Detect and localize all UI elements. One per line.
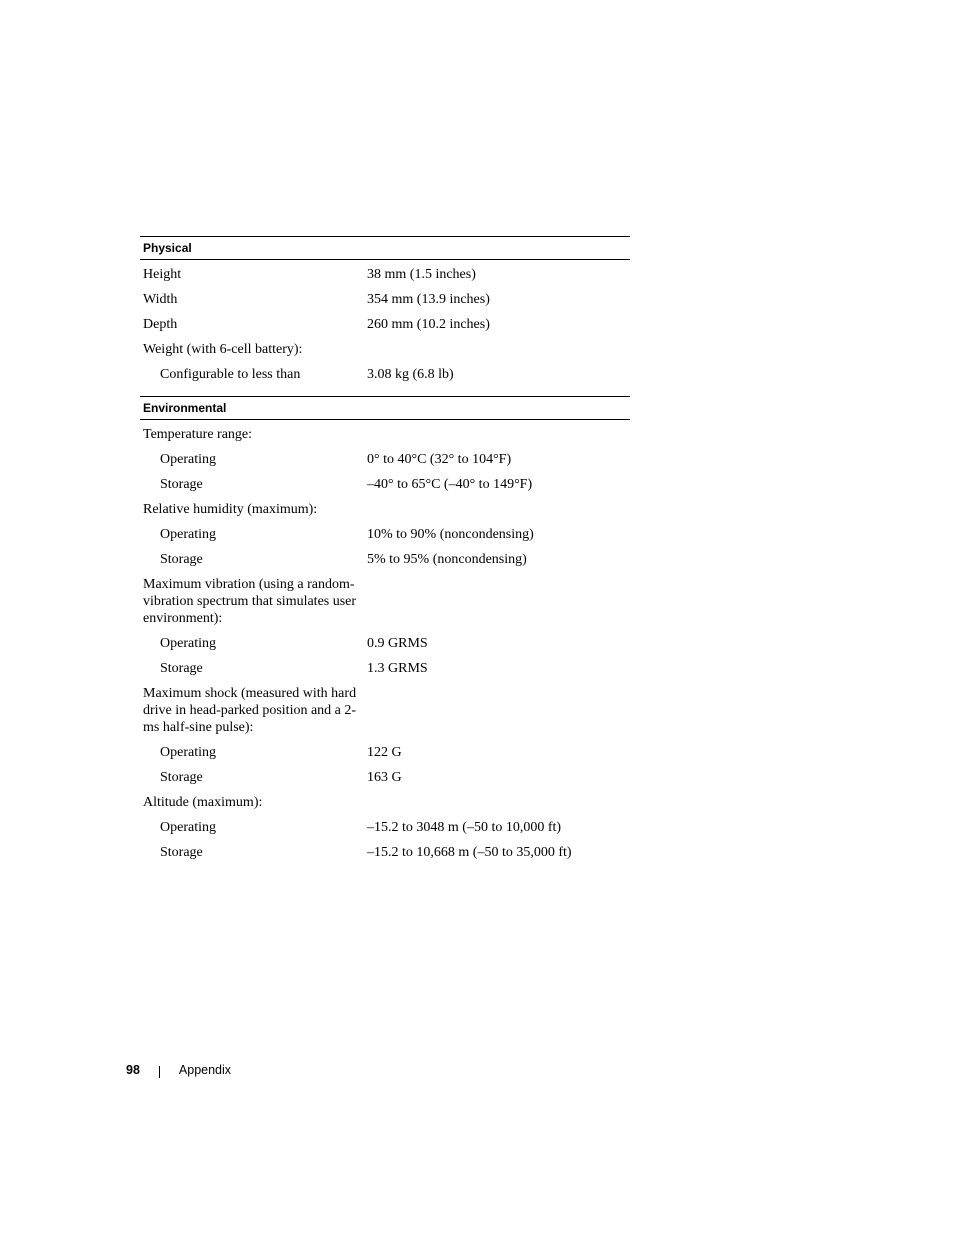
spec-row-altitude-operating <box>140 815 630 840</box>
spec-label: Operating <box>160 527 216 542</box>
spec-value <box>364 794 630 811</box>
spec-row-width <box>140 287 630 312</box>
spec-label: Configurable to less than <box>160 367 301 382</box>
page-number: 98 <box>126 1063 140 1077</box>
spec-value: –15.2 to 3048 m (–50 to 10,000 ft) <box>367 820 562 835</box>
spec-value: 260 mm (10.2 inches) <box>367 317 490 332</box>
spec-value <box>364 341 630 358</box>
spec-value <box>364 576 630 627</box>
spec-label: Maximum shock (measured with hard drive in head-parked position and a 2-ms half-sine pulse): <box>143 686 357 735</box>
spec-label: Width <box>143 292 178 307</box>
spec-row-depth <box>140 312 630 337</box>
spec-row-vibration-operating <box>140 631 630 656</box>
spec-label: Operating <box>160 636 216 651</box>
spec-value <box>364 685 630 736</box>
spec-row-temperature <box>140 422 630 447</box>
spec-label: Maximum vibration (using a random-vibration spectrum that simulates user environment): <box>143 577 357 626</box>
spec-row-temperature-operating <box>140 447 630 472</box>
spec-row-height <box>140 262 630 287</box>
spec-label: Operating <box>160 745 216 760</box>
section-heading: Physical <box>140 236 630 260</box>
environmental-rows <box>140 420 630 865</box>
section-heading: Environmental <box>140 396 630 420</box>
spec-value: –15.2 to 10,668 m (–50 to 35,000 ft) <box>367 845 572 860</box>
spec-label: Weight (with 6-cell battery): <box>143 342 303 357</box>
physical-rows <box>140 260 630 387</box>
footer-separator <box>159 1066 160 1078</box>
spec-value: 3.08 kg (6.8 lb) <box>367 367 454 382</box>
page-footer <box>126 1062 231 1078</box>
spec-value: 38 mm (1.5 inches) <box>367 267 476 282</box>
footer-section-name: Appendix <box>178 1063 232 1077</box>
physical-section <box>140 236 630 387</box>
spec-row-shock <box>140 681 630 740</box>
spec-label: Altitude (maximum): <box>143 795 263 810</box>
spec-label: Storage <box>160 845 203 860</box>
spec-row-altitude-storage <box>140 840 630 865</box>
spec-row-humidity <box>140 497 630 522</box>
spec-value: 122 G <box>367 745 402 760</box>
spec-row-humidity-storage <box>140 547 630 572</box>
spec-label: Relative humidity (maximum): <box>143 502 318 517</box>
spec-label: Operating <box>160 820 216 835</box>
spec-row-altitude <box>140 790 630 815</box>
spec-label: Storage <box>160 661 203 676</box>
spec-value: –40° to 65°C (–40° to 149°F) <box>367 477 533 492</box>
spec-value <box>364 426 630 443</box>
spec-value: 1.3 GRMS <box>367 661 428 676</box>
spec-row-humidity-operating <box>140 522 630 547</box>
spec-label: Temperature range: <box>143 427 253 442</box>
spec-label: Storage <box>160 770 203 785</box>
spec-label: Storage <box>160 477 203 492</box>
spec-value: 163 G <box>367 770 402 785</box>
spec-row-temperature-storage <box>140 472 630 497</box>
spec-value <box>364 501 630 518</box>
spec-row-vibration-storage <box>140 656 630 681</box>
spec-label: Storage <box>160 552 203 567</box>
spec-label: Operating <box>160 452 216 467</box>
spec-row-shock-storage <box>140 765 630 790</box>
spec-value: 0° to 40°C (32° to 104°F) <box>367 452 512 467</box>
environmental-section <box>140 396 630 865</box>
spec-value: 10% to 90% (noncondensing) <box>367 527 534 542</box>
spec-row-shock-operating <box>140 740 630 765</box>
spec-value: 0.9 GRMS <box>367 636 428 651</box>
spec-label: Depth <box>143 317 178 332</box>
spec-row-vibration <box>140 572 630 631</box>
spec-table <box>140 236 630 865</box>
spec-row-weight <box>140 337 630 362</box>
spec-label: Height <box>143 267 182 282</box>
spec-row-weight-configurable <box>140 362 630 387</box>
spec-value: 5% to 95% (noncondensing) <box>367 552 527 567</box>
spec-value: 354 mm (13.9 inches) <box>367 292 490 307</box>
